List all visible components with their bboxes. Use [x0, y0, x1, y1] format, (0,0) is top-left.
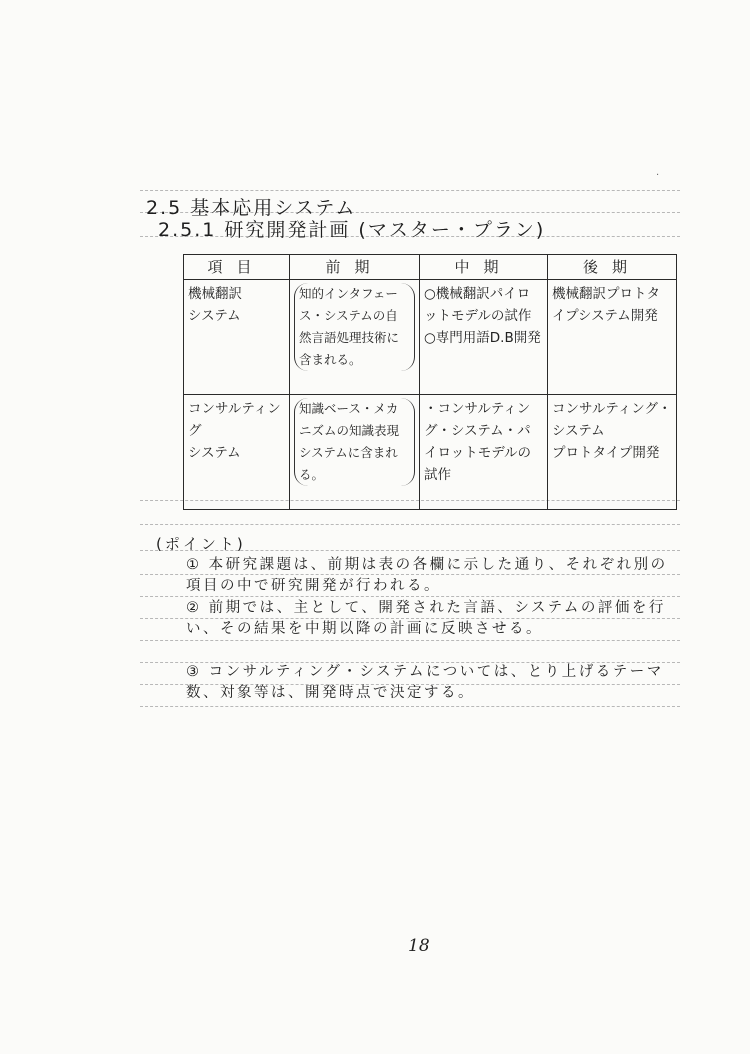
table-cell-early: [290, 395, 420, 510]
cell-text: コンサルティング・システム プロトタイプ開発: [552, 401, 672, 461]
point-item: ③ コンサルティング・システムについては、とり上げるテーマ数、対象等は、開発時点で決定する。: [186, 664, 664, 701]
ruled-line: [140, 706, 680, 707]
page-number: 18: [408, 936, 430, 956]
cell-text: ○機械翻訳パイロットモデルの試作 ○専門用語D.B開発: [424, 286, 541, 346]
table-cell-early: [290, 280, 420, 395]
paper-speck: ·: [656, 170, 660, 181]
table-cell-item: [184, 280, 290, 395]
column-header-item: 項目: [184, 255, 290, 280]
cell-text: 機械翻訳 システム: [188, 286, 242, 324]
cell-text: コンサルティング システム: [188, 401, 281, 461]
section-heading: 2.5 基本応用システム: [146, 197, 357, 219]
column-header-late: 後期: [548, 255, 677, 280]
table-cell-late: [548, 280, 677, 395]
column-header-middle: 中期: [420, 255, 548, 280]
column-header-early: 前期: [290, 255, 420, 280]
table-cell-middle: [420, 280, 548, 395]
ruled-line: [140, 190, 680, 191]
ruled-line: [140, 640, 680, 641]
point-item: ① 本研究課題は、前期は表の各欄に示した通り、それぞれ別の項目の中で研究開発が行われる。: [186, 557, 668, 594]
cell-text: 知的インタフェース・システムの自然言語処理技術に含まれる。: [294, 283, 415, 371]
subsection-heading: 2.5.1 研究開発計画 (マスター・プラン): [158, 219, 546, 241]
cell-text: 知識ベース・メカニズムの知識表現システムに含まれる。: [294, 398, 415, 486]
table-row: [184, 280, 677, 395]
table-cell-late: [548, 395, 677, 510]
cell-text: 機械翻訳プロトタイプシステム開発: [552, 286, 660, 324]
table-cell-item: [184, 395, 290, 510]
points-title: (ポイント): [156, 535, 246, 553]
master-plan-table: [183, 254, 677, 510]
table-row: [184, 395, 677, 510]
ruled-line: [140, 524, 680, 525]
cell-text: ・コンサルティング・システム・パイロットモデルの試作: [424, 401, 532, 483]
point-item: ② 前期では、主として、開発された言語、システムの評価を行い、その結果を中期以降の計画に反映させる。: [186, 600, 666, 637]
table-header-row: [184, 255, 677, 280]
table-cell-middle: [420, 395, 548, 510]
